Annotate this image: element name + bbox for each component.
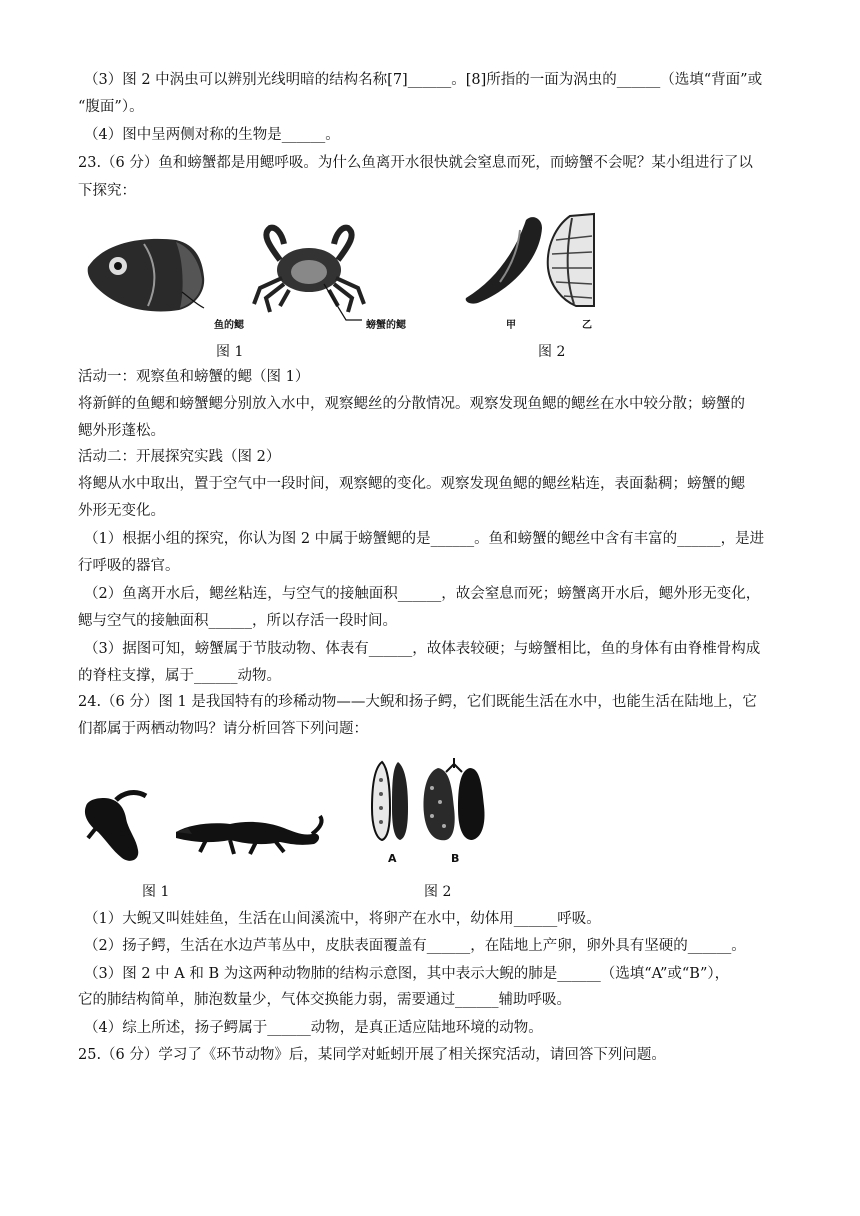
gill-jia-image [466, 217, 542, 303]
q24-part3-line2: 它的肺结构简单，肺泡数量少，气体交换能力弱，需要通过______辅助呼吸。 [78, 992, 571, 1008]
q23-activity1-line1: 将新鲜的鱼鳃和螃蟹鳃分别放入水中，观察鳃丝的分散情况。观察发现鱼鳃的鳃丝在水中较分散；螃蟹的 [78, 396, 745, 412]
lung-b-image [424, 758, 485, 840]
lung-a-label: A [388, 852, 397, 865]
gill-jia-label: 甲 [506, 320, 516, 331]
q22-part3-line1: （3）图 2 中涡虫可以辨别光线明暗的结构名称[7]______。[8]所指的一面为涡虫的______（选填“背面”或 [84, 72, 763, 88]
q24-stem-line1: 24.（6 分）图 1 是我国特有的珍稀动物——大鲵和扬子鳄，它们既能生活在水中，也能生活在陆地上，它 [78, 694, 757, 710]
q23-part1-line1: （1）根据小组的探究，你认为图 2 中属于螃蟹鳃的是______。鱼和螃蟹的鳃丝中含有丰富的______，是进 [84, 531, 765, 547]
q23-part3-line1: （3）据图可知，螃蟹属于节肢动物、体表有______，故体表较硬；与螃蟹相比，鱼的身体有由脊椎骨构成 [84, 641, 761, 657]
giant-salamander-image [85, 793, 146, 861]
q23-figure2-gills [460, 210, 600, 310]
q23-part1-line2: 行呼吸的器官。 [78, 558, 180, 574]
q24-figure2-lungs [366, 758, 496, 848]
q24-part4: （4）综上所述，扬子鳄属于______动物，是真正适应陆地环境的动物。 [84, 1020, 543, 1036]
q23-activity2-line1: 将鳃从水中取出，置于空气中一段时间，观察鳃的变化。观察发现鱼鳃的鳃丝粘连，表面黏稠；螃蟹的鳃 [78, 476, 745, 492]
q23-activity2-title: 活动二：开展探究实践（图 2） [78, 449, 281, 465]
q24-part1: （1）大鲵又叫娃娃鱼，生活在山间溪流中，将卵产在水中，幼体用______呼吸。 [84, 911, 601, 927]
q22-part3-line2: “腹面”）。 [78, 99, 144, 115]
gill-yi-label: 乙 [582, 320, 592, 331]
q23-activity1-title: 活动一：观察鱼和螃蟹的鳃（图 1） [78, 369, 310, 385]
q25-stem: 25.（6 分）学习了《环节动物》后，某同学对蚯蚓开展了相关探究活动，请回答下列问题。 [78, 1047, 666, 1063]
q24-figure1-caption: 图 1 [142, 884, 170, 900]
gill-yi-image [548, 214, 594, 306]
crab-gill-label: 螃蟹的鳃 [366, 320, 406, 331]
lung-b-label: B [451, 852, 460, 865]
fish-gill-label: 鱼的鳃 [214, 320, 244, 331]
q23-stem-line1: 23.（6 分）鱼和螃蟹都是用鳃呼吸。为什么鱼离开水很快就会窒息而死，而螃蟹不会呢？某小组进行了以 [78, 155, 753, 171]
q24-part3-line1: （3）图 2 中 A 和 B 为这两种动物肺的结构示意图，其中表示大鲵的肺是______（选填“A”或“B”）， [84, 966, 730, 982]
q23-activity2-line2: 外形无变化。 [78, 503, 165, 519]
q24-figure2-caption: 图 2 [424, 884, 452, 900]
chinese-alligator-image [176, 816, 322, 854]
q23-part3-line2: 的脊柱支撑，属于______动物。 [78, 668, 281, 684]
q23-figure2-caption: 图 2 [538, 344, 566, 360]
q23-activity1-line2: 鳃外形蓬松。 [78, 423, 165, 439]
q23-part2-line2: 鳃与空气的接触面积______，所以存活一段时间。 [78, 613, 397, 629]
q24-stem-line2: 们都属于两栖动物吗？请分析回答下列问题： [78, 721, 368, 737]
q23-figure1-caption: 图 1 [216, 344, 244, 360]
fish-head-image [88, 239, 205, 312]
q24-figure1-salamander-alligator [80, 788, 330, 866]
crab-image [254, 228, 364, 320]
lung-a-image [372, 762, 408, 840]
q24-part2: （2）扬子鳄，生活在水边芦苇丛中，皮肤表面覆盖有______，在陆地上产卵，卵外具有坚硬的______。 [84, 938, 746, 954]
q23-part2-line1: （2）鱼离开水后，鳃丝粘连，与空气的接触面积______，故会窒息而死；螃蟹离开水后，鳃外形无变化， [84, 586, 761, 602]
q23-stem-line2: 下探究： [78, 183, 136, 199]
q22-part4: （4）图中呈两侧对称的生物是______。 [84, 127, 340, 143]
